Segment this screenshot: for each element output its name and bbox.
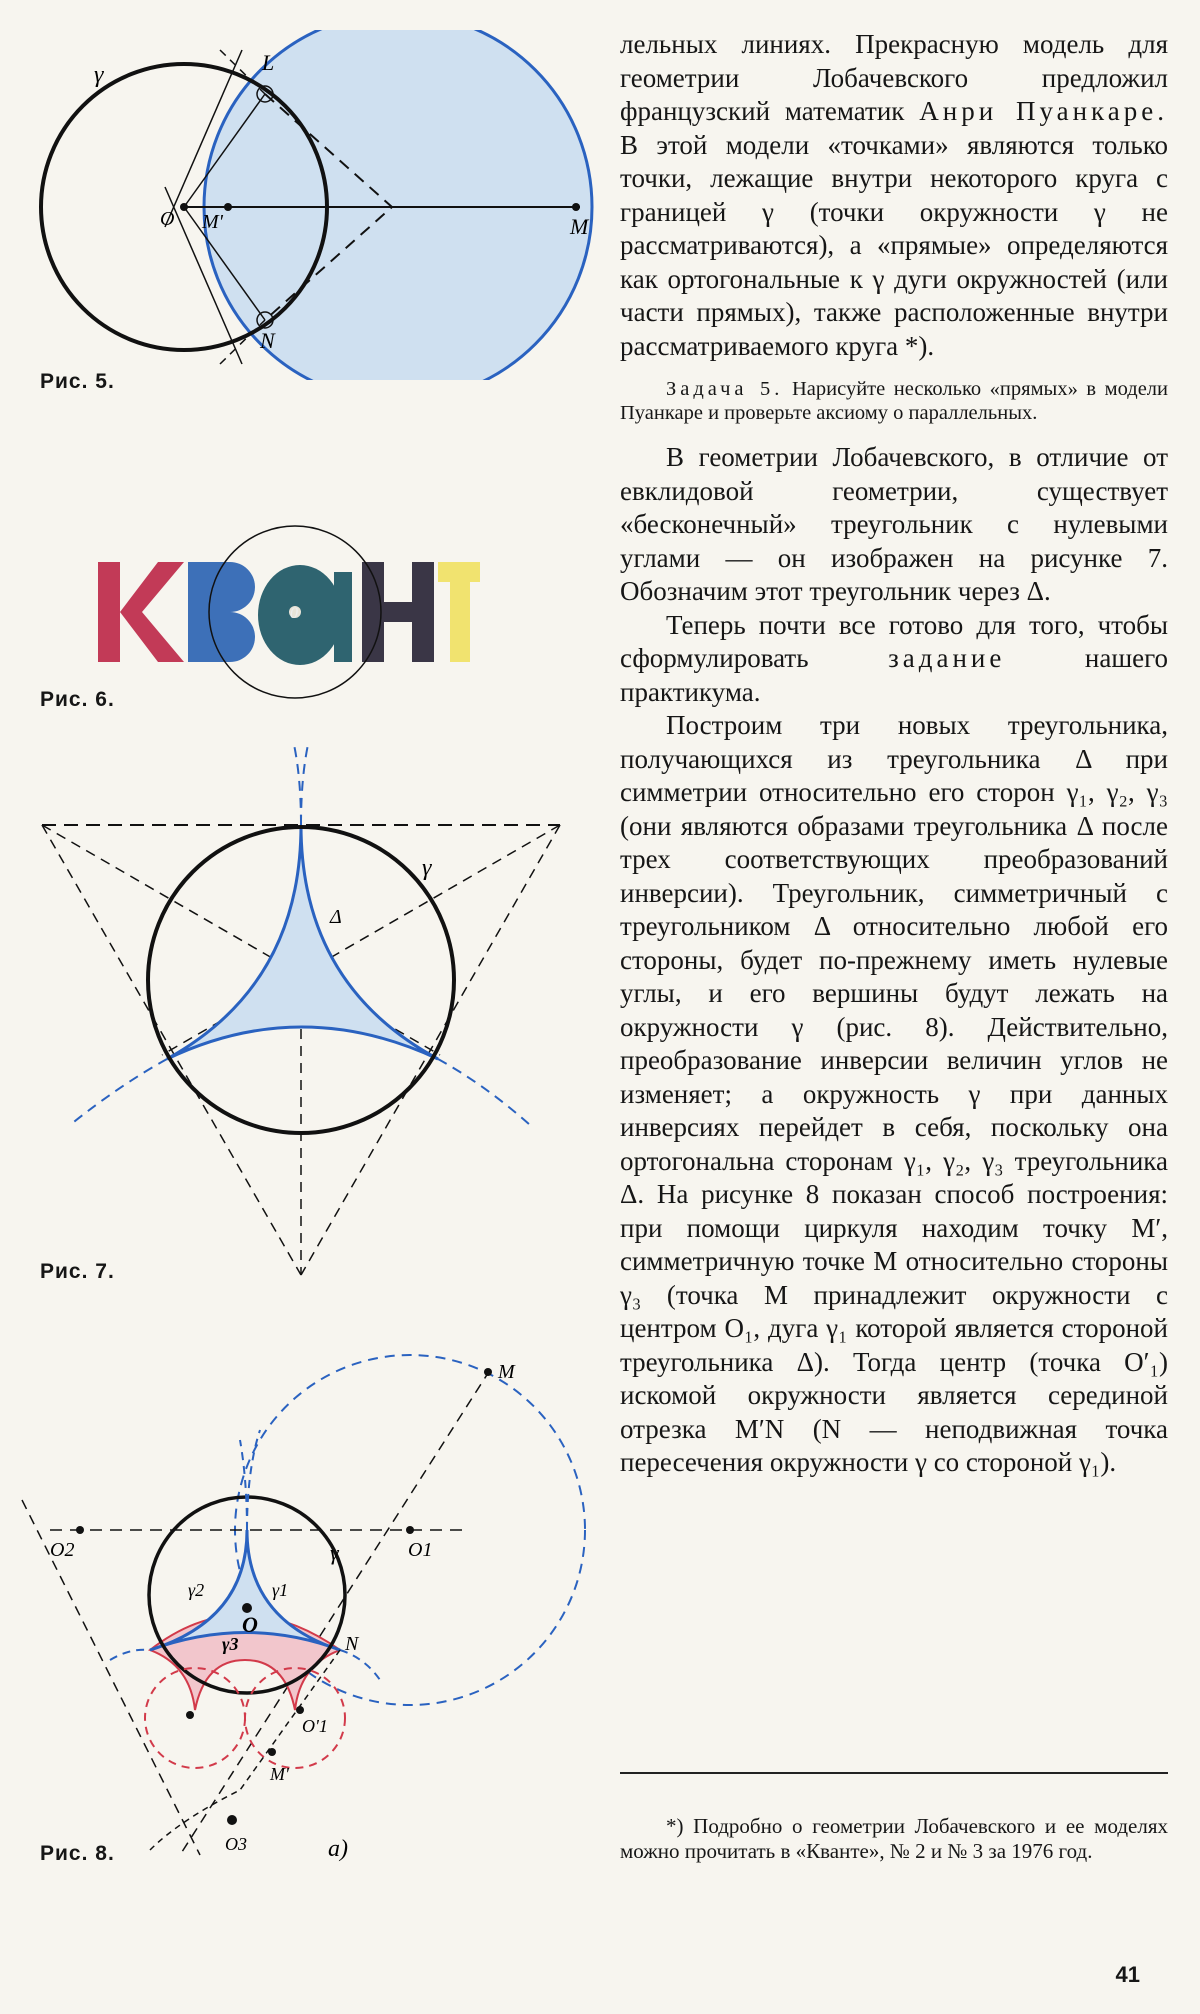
caption-fig7: Рис. 7.	[40, 1260, 115, 1283]
label-N: N	[260, 328, 275, 353]
label-gamma-fig8: γ	[330, 1540, 339, 1565]
label-O1: O1	[408, 1539, 433, 1561]
label-gamma-fig7: γ	[422, 855, 432, 881]
label-O2: O2	[50, 1539, 75, 1561]
caption-fig6: Рис. 6.	[40, 688, 115, 711]
label-O3: O3	[225, 1834, 247, 1854]
label-N-fig8: N	[345, 1633, 359, 1655]
paragraph-4: Построим три новых треугольника, получающихся из треугольника Δ при симметрии относительно его сторон γ₁, γ₂, γ₃ (они являются образами треугольника Δ после трех соответствующих преобразований инверсии). Треугольник, симметричный с треугольником Δ относительно любой его стороны, будет по-прежнему иметь нулевые углы, и его вершины будут лежать на окружности γ (рис. 8). Действительно, преобразование инверсии величин углов не изменяет; а окружность γ при данных инверсиях перейдет в себя, поскольку она ортогональна сторонам γ₁, γ₂, γ₃ треугольника Δ. На рисунке 8 показан способ построения: при помощи циркуля находим точку M′, симметричную точке M относительно стороны γ₃ (точка M принадлежит окружности с центром O₁, дуга γ₁ которой является стороной треугольника Δ). Тогда центр (точка O′₁) искомой окружности является серединой отрезка M′N (N — неподвижная точка пересечения окружности γ со стороной γ₁).	[620, 710, 1168, 1477]
label-gamma: γ	[94, 62, 104, 88]
figure-5	[20, 30, 600, 380]
caption-fig8: Рис. 8.	[40, 1842, 115, 1865]
sub-label-a: а)	[328, 1836, 348, 1862]
label-delta-fig7: Δ	[330, 906, 342, 928]
footnote-divider	[620, 1772, 1168, 1774]
name-poincare: Анри Пуанкаре.	[919, 96, 1168, 126]
paragraph-1: лельных линиях. Прекрасную модель для геометрии Лобачевского предложил французский математик Анри Пуанкаре. В этой модели «точками» являются только точки, лежащие внутри некоторого круга с границей γ (точки окружности γ не рассматриваются), а «прямые» определяются как ортогональные к γ дуги окружностей (или части прямых), также расположенные внутри рассматриваемого круга *).	[620, 29, 1168, 361]
word-zadanie: задание	[888, 643, 1006, 673]
label-gamma1: γ1	[272, 1580, 289, 1600]
caption-fig5: Рис. 5.	[40, 370, 115, 393]
label-O1-prime: O'1	[302, 1716, 328, 1736]
task-5: Задача 5. Нарисуйте несколько «прямых» в модели Пуанкаре и проверьте аксиому о параллельных.	[620, 378, 1168, 424]
paragraph-2: В геометрии Лобачевского, в отличие от евклидовой геометрии, существует «бесконечный» треугольник с нулевыми углами — он изображен на рисунке 7. Обозначим этот треугольник через Δ.	[620, 442, 1168, 606]
text-column	[620, 28, 1168, 1480]
figure-6	[80, 520, 480, 720]
label-gamma2: γ2	[188, 1580, 205, 1600]
task-heading: Задача 5.	[666, 378, 784, 400]
paragraph-3: Теперь почти все готово для того, чтобы сформулировать задание нашего практикума.	[620, 609, 1169, 707]
page-number: 41	[1115, 1962, 1140, 1987]
logo-letter-k	[98, 562, 120, 662]
logo-center-label: 0	[290, 605, 298, 622]
figure-8	[10, 1350, 600, 1870]
logo-letter-v	[188, 562, 255, 662]
label-L: L	[262, 50, 275, 75]
label-M-prime: M'	[202, 211, 223, 233]
label-O: O	[160, 208, 175, 230]
label-M-fig8: M	[498, 1361, 515, 1383]
label-O-fig8: O	[242, 1612, 258, 1637]
footnote: *) Подробно о геометрии Лобачевского и ее моделях можно прочитать в «Кванте», № 2 и № 3 за 1976 год.	[620, 1814, 1168, 1863]
label-M-prime-fig8: M'	[270, 1764, 289, 1784]
label-M: M	[570, 214, 589, 239]
label-gamma3: γ3	[222, 1634, 239, 1654]
figure-7	[30, 745, 570, 1285]
